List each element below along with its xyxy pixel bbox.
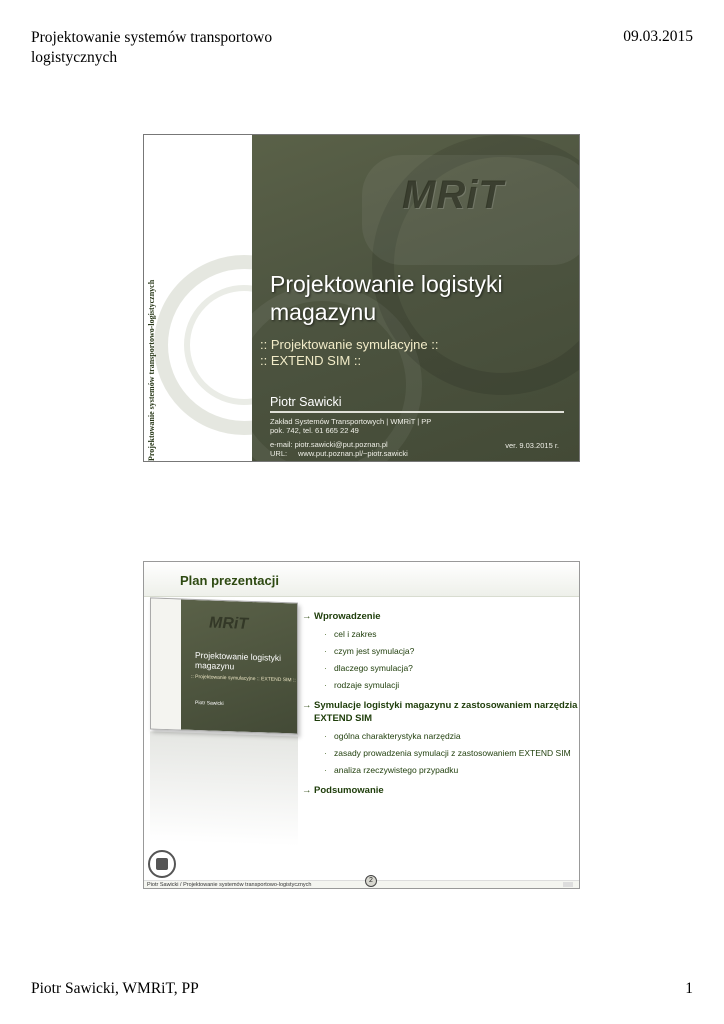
- agenda-section: [302, 699, 578, 725]
- arrow-right-icon: →: [302, 700, 312, 711]
- agenda-section-label: Wprowadzenie: [314, 611, 381, 622]
- slide-1-left-panel: [144, 135, 252, 461]
- subtitle-line: :: Projektowanie symulacyjne ::: [260, 337, 439, 352]
- slide-1-vertical-course-title: Projektowanie systemów transportowo-logistycznych: [147, 279, 156, 461]
- slide-1: [143, 134, 580, 462]
- author-contact-info: [270, 417, 431, 458]
- university-seal-icon: [148, 850, 176, 878]
- slide-2-page-number: 2: [365, 875, 377, 887]
- slide-1-author: Piotr Sawicki: [270, 395, 342, 409]
- email: e-mail: piotr.sawicki@put.poznan.pl: [270, 440, 388, 449]
- agenda-section: [302, 610, 578, 623]
- slide-2: [143, 561, 580, 889]
- slide-1-title: Projektowanie logistyki magazynu: [270, 271, 503, 325]
- agenda-subitem-label: zasady prowadzenia symulacji z zastosowaniem EXTEND SIM: [334, 748, 571, 758]
- agenda-subitem: [324, 730, 578, 742]
- agenda-list: [302, 608, 578, 797]
- agenda-section: [302, 784, 578, 797]
- agenda-subitem-label: czym jest symulacja?: [334, 646, 415, 656]
- page-header-title: Projektowanie systemów transportowo logistycznych: [31, 29, 273, 66]
- agenda-subitem: [324, 679, 578, 691]
- agenda-subitem-label: ogólna charakterystyka narzędzia: [334, 731, 461, 741]
- bullet-icon: ·: [324, 629, 327, 639]
- agenda-subitem: [324, 645, 578, 657]
- thumbnail-reflection: [150, 731, 298, 846]
- thumbnail-left-panel: [151, 598, 181, 729]
- url-row: [270, 449, 431, 458]
- agenda-section-label: Symulacje logistyki magazynu z zastosowaniem narzędzia EXTEND SIM: [314, 700, 578, 724]
- department: Zakład Systemów Transportowych | WMRiT | PP: [270, 417, 432, 426]
- agenda-section-label: Podsumowanie: [314, 785, 384, 796]
- mrit-logo: MRiT: [402, 173, 504, 217]
- version-label: ver. 9.03.2015 r.: [505, 441, 559, 450]
- bullet-icon: ·: [324, 765, 327, 775]
- title-slide-thumbnail: [150, 597, 298, 734]
- arrow-right-icon: →: [302, 785, 312, 796]
- author-divider: [270, 411, 564, 413]
- url-value: www.put.poznan.pl/~piotr.sawicki: [298, 449, 408, 458]
- slide-1-subtitle: [260, 337, 438, 369]
- agenda-subitem-label: dlaczego symulacja?: [334, 663, 413, 673]
- room-phone: pok. 742, tel. 61 665 22 49: [270, 426, 359, 435]
- agenda-subitem-label: analiza rzeczywistego przypadku: [334, 765, 459, 775]
- thumbnail-title: Projektowanie logistyki magazynu: [195, 649, 281, 672]
- arrow-right-icon: →: [302, 611, 312, 622]
- bullet-icon: ·: [324, 748, 327, 758]
- bullet-icon: ·: [324, 680, 327, 690]
- slide-2-corner-mark: [563, 882, 573, 887]
- agenda-subitem-label: cel i zakres: [334, 629, 377, 639]
- slide-2-footer-text: Piotr Sawicki / Projektowanie systemów transportowo-logistycznych: [147, 882, 312, 888]
- agenda-subitem: [324, 628, 578, 640]
- bullet-icon: ·: [324, 731, 327, 741]
- url-label: URL:: [270, 449, 288, 458]
- page-header-date: 09.03.2015: [623, 28, 693, 45]
- thumbnail-logo: MRiT: [209, 614, 249, 633]
- thumbnail-subtitle: :: Projektowanie symulacyjne :: EXTEND SIM ::: [191, 673, 296, 684]
- agenda-subitem: [324, 747, 578, 759]
- page-footer-author: Piotr Sawicki, WMRiT, PP: [31, 980, 199, 997]
- bullet-icon: ·: [324, 646, 327, 656]
- subtitle-line: :: EXTEND SIM ::: [260, 353, 362, 368]
- slide-2-header: [144, 562, 579, 597]
- agenda-subitem-label: rodzaje symulacji: [334, 680, 400, 690]
- agenda-subitem: [324, 662, 578, 674]
- page-footer-number: 1: [685, 980, 693, 997]
- thumbnail-author: Piotr Sawicki: [195, 699, 224, 707]
- bullet-icon: ·: [324, 663, 327, 673]
- slide-1-title-panel: [252, 135, 579, 461]
- slide-2-title: Plan prezentacji: [180, 573, 279, 588]
- agenda-subitem: [324, 764, 578, 776]
